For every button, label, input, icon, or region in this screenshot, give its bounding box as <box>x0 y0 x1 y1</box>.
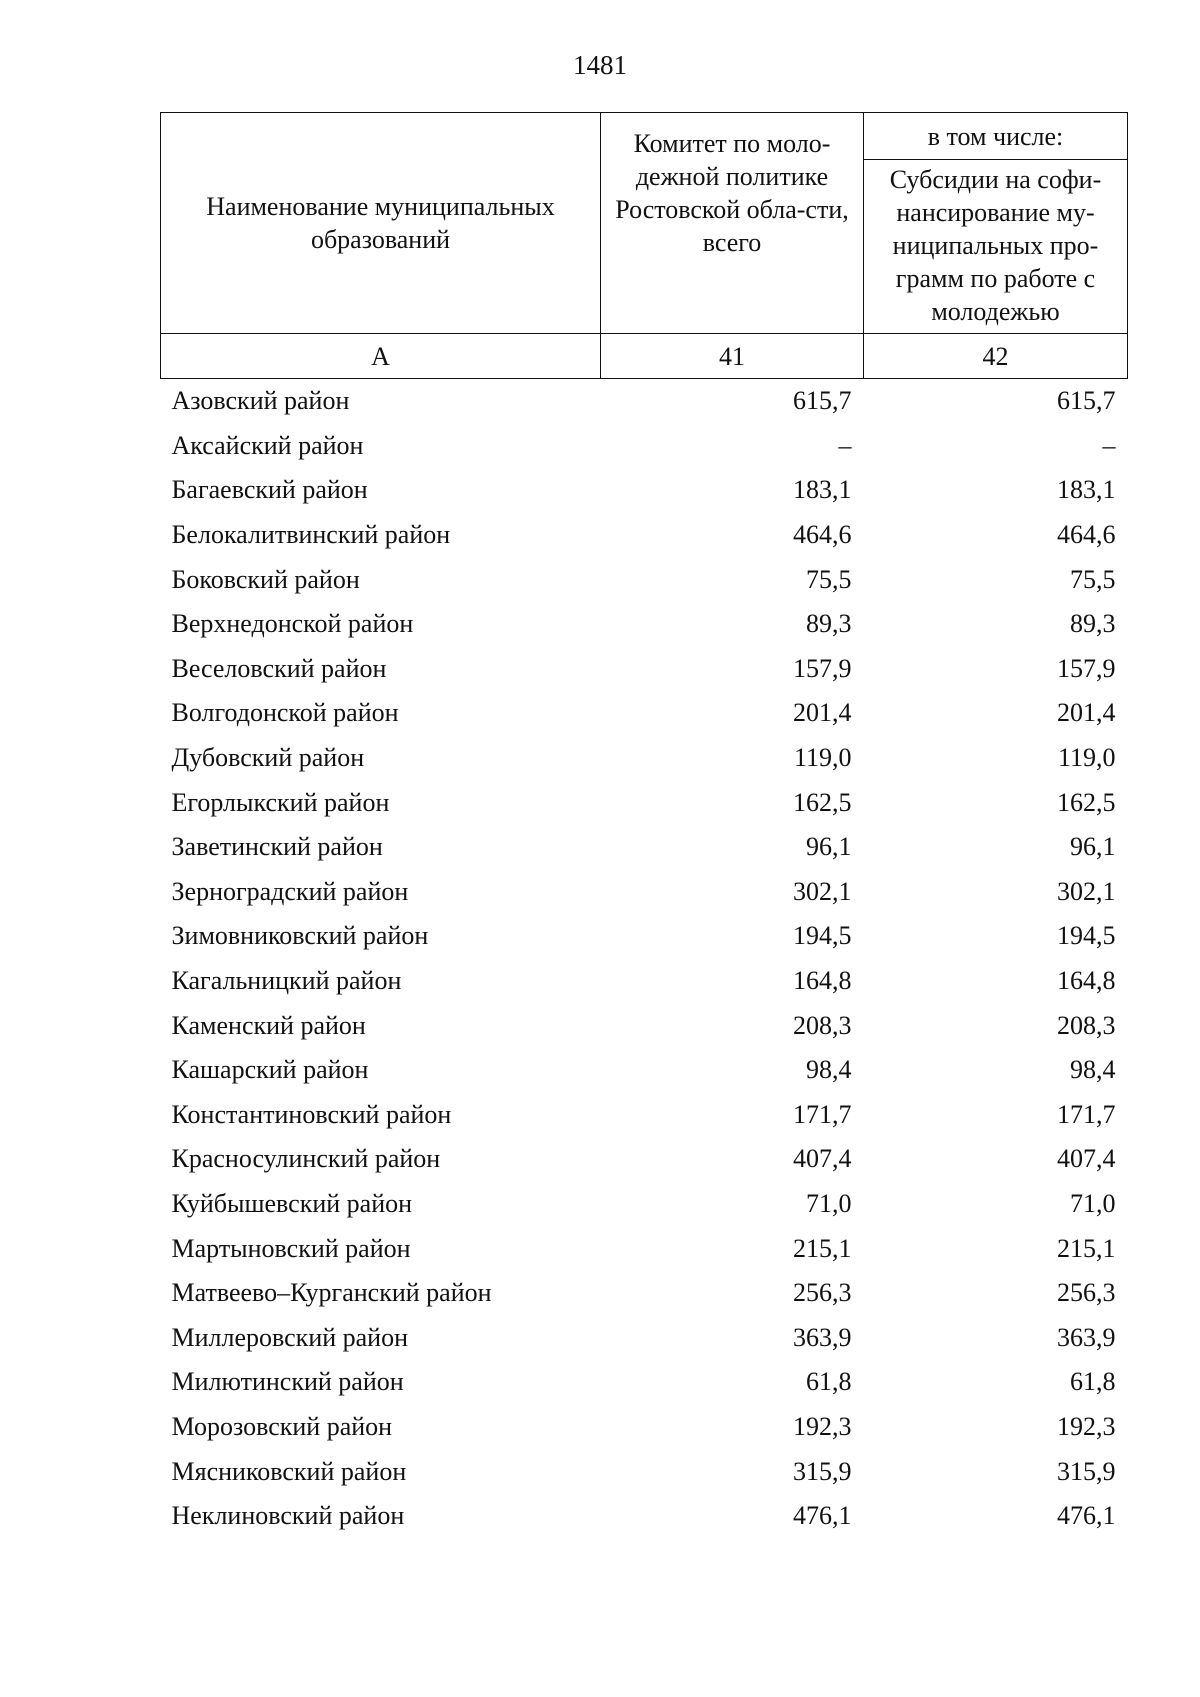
subsidy-cell: 256,3 <box>1057 1278 1116 1308</box>
table-row <box>161 557 1128 602</box>
municipality-name-cell: Дубовский район <box>171 743 365 773</box>
committee-total-cell: 171,7 <box>793 1099 852 1129</box>
subsidy-cell: 208,3 <box>1057 1010 1116 1040</box>
table-row <box>161 825 1128 870</box>
committee-total-cell: 256,3 <box>793 1278 852 1308</box>
subsidy-cell: 183,1 <box>1057 475 1116 505</box>
table-row <box>161 1048 1128 1093</box>
header-subsidy-label: Субсидии на софи-нансирование му-ниципальных про-грамм по работе с молодежью <box>889 165 1102 326</box>
municipality-name-cell: Верхнедонской район <box>171 609 414 639</box>
municipality-name-cell: Константиновский район <box>171 1099 452 1129</box>
municipality-name-cell: Неклиновский район <box>171 1501 405 1531</box>
column-number-a: А <box>161 334 601 379</box>
subsidy-cell: 96,1 <box>1070 832 1116 862</box>
committee-total-cell: 215,1 <box>793 1233 852 1263</box>
municipality-name-cell: Кагальницкий район <box>171 966 402 996</box>
municipality-name-cell: Миллеровский район <box>171 1322 409 1352</box>
subsidy-cell: 215,1 <box>1057 1233 1116 1263</box>
subsidy-cell: 464,6 <box>1057 520 1116 550</box>
committee-total-cell: 157,9 <box>793 653 852 683</box>
subsidy-cell: 119,0 <box>1057 743 1116 773</box>
subsidy-cell: 157,9 <box>1057 653 1116 683</box>
table-row <box>161 1315 1128 1360</box>
municipality-name-cell: Милютинский район <box>171 1367 404 1397</box>
subsidy-cell: 162,5 <box>1057 787 1116 817</box>
municipality-name-cell: Волгодонской район <box>171 698 399 728</box>
subsidy-cell: 615,7 <box>1057 386 1116 416</box>
table-body <box>161 379 1128 1539</box>
committee-total-cell: 89,3 <box>806 609 852 639</box>
column-number-41: 41 <box>601 334 864 379</box>
table-row <box>161 691 1128 736</box>
subsidy-cell: 407,4 <box>1057 1144 1116 1174</box>
table-row <box>161 1271 1128 1316</box>
municipality-name-cell: Боковский район <box>171 564 360 594</box>
subsidy-cell: 75,5 <box>1070 564 1116 594</box>
municipality-name-cell: Белокалитвинский район <box>171 520 451 550</box>
committee-total-cell: 164,8 <box>793 966 852 996</box>
header-including <box>864 113 1128 160</box>
committee-total-cell: 407,4 <box>793 1144 852 1174</box>
committee-total-cell: 464,6 <box>793 520 852 550</box>
municipality-name-cell: Кашарский район <box>171 1055 369 1085</box>
subsidy-cell: 61,8 <box>1070 1367 1116 1397</box>
header-subsidy <box>864 160 1128 334</box>
subsidy-cell: 302,1 <box>1057 876 1116 906</box>
municipality-name-cell: Аксайский район <box>171 430 364 460</box>
header-municipality-name <box>161 113 601 334</box>
subsidy-cell: 194,5 <box>1057 921 1116 951</box>
municipality-name-cell: Азовский район <box>171 386 350 416</box>
committee-total-cell: 98,4 <box>806 1055 852 1085</box>
committee-total-cell: 183,1 <box>793 475 852 505</box>
header-committee-total <box>601 113 864 334</box>
column-number-row <box>161 334 1128 379</box>
municipality-name-cell: Мясниковский район <box>171 1456 407 1486</box>
municipality-name-cell: Заветинский район <box>171 832 383 862</box>
table-row <box>161 1003 1128 1048</box>
committee-total-cell: 302,1 <box>793 876 852 906</box>
committee-total-cell: 119,0 <box>793 743 852 773</box>
committee-total-cell: 476,1 <box>793 1501 852 1531</box>
table-row <box>161 379 1128 424</box>
municipality-name-cell: Мартыновский район <box>171 1233 411 1263</box>
committee-total-cell: – <box>838 430 852 460</box>
committee-total-cell: 71,0 <box>806 1188 852 1218</box>
subsidy-cell: 476,1 <box>1057 1501 1116 1531</box>
budget-table <box>160 112 1128 1538</box>
table-row <box>161 870 1128 915</box>
table-row <box>161 1405 1128 1450</box>
table-row <box>161 736 1128 781</box>
table-row <box>161 602 1128 647</box>
table-row <box>161 1360 1128 1405</box>
committee-total-cell: 194,5 <box>793 921 852 951</box>
committee-total-cell: 208,3 <box>793 1010 852 1040</box>
table-row <box>161 1226 1128 1271</box>
committee-total-cell: 96,1 <box>806 832 852 862</box>
municipality-name-cell: Егорлыкский район <box>171 787 390 817</box>
column-number-42: 42 <box>864 334 1128 379</box>
subsidy-cell: 201,4 <box>1057 698 1116 728</box>
municipality-name-cell: Зимовниковский район <box>171 921 429 951</box>
subsidy-cell: 164,8 <box>1057 966 1116 996</box>
header-including-label: в том числе: <box>927 121 1064 151</box>
committee-total-cell: 363,9 <box>793 1322 852 1352</box>
municipality-name-cell: Багаевский район <box>171 475 368 505</box>
table-row <box>161 914 1128 959</box>
subsidy-cell: 89,3 <box>1070 609 1116 639</box>
subsidy-cell: 71,0 <box>1070 1188 1116 1218</box>
committee-total-cell: 162,5 <box>793 787 852 817</box>
municipality-name-cell: Зерноградский район <box>171 876 409 906</box>
header-total-label: Комитет по моло-дежной политике Ростовской обла-сти, всего <box>615 129 849 257</box>
subsidy-cell: 363,9 <box>1057 1322 1116 1352</box>
municipality-name-cell: Матвеево–Курганский район <box>171 1278 492 1308</box>
subsidy-cell: 315,9 <box>1057 1456 1116 1486</box>
subsidy-cell: 98,4 <box>1070 1055 1116 1085</box>
municipality-name-cell: Красносулинский район <box>171 1144 441 1174</box>
table-row <box>161 1137 1128 1182</box>
committee-total-cell: 315,9 <box>793 1456 852 1486</box>
municipality-name-cell: Веселовский район <box>171 653 387 683</box>
page-number: 1481 <box>573 50 627 80</box>
header-name-label: Наименование муниципальных образований <box>206 192 555 254</box>
committee-total-cell: 615,7 <box>793 386 852 416</box>
municipality-name-cell: Каменский район <box>171 1010 366 1040</box>
table-row <box>161 1093 1128 1138</box>
table-row <box>161 959 1128 1004</box>
committee-total-cell: 201,4 <box>793 698 852 728</box>
subsidy-cell: 192,3 <box>1057 1411 1116 1441</box>
table-row <box>161 513 1128 558</box>
municipality-name-cell: Куйбышевский район <box>171 1188 413 1218</box>
committee-total-cell: 75,5 <box>806 564 852 594</box>
table-row <box>161 647 1128 692</box>
table-row <box>161 780 1128 825</box>
table-row <box>161 424 1128 469</box>
table-row <box>161 468 1128 513</box>
table-row <box>161 1494 1128 1539</box>
table-row <box>161 1449 1128 1494</box>
committee-total-cell: 192,3 <box>793 1411 852 1441</box>
subsidy-cell: 171,7 <box>1057 1099 1116 1129</box>
table-row <box>161 1182 1128 1227</box>
municipality-name-cell: Морозовский район <box>171 1411 393 1441</box>
table-header <box>161 113 1128 379</box>
committee-total-cell: 61,8 <box>806 1367 852 1397</box>
subsidy-cell: – <box>1102 430 1116 460</box>
